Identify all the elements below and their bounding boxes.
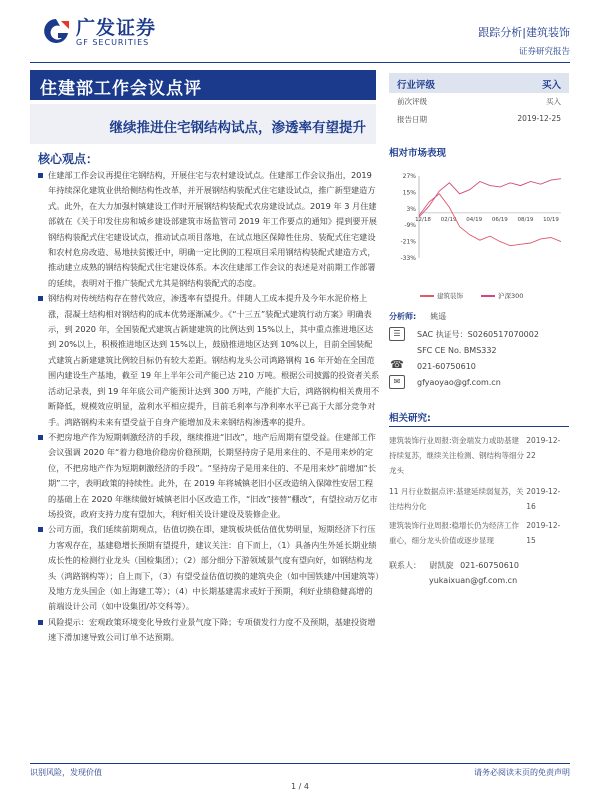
analyst-ce-row (389, 342, 569, 358)
y-tick-label: 3% (406, 205, 416, 213)
y-tick-label: -21% (400, 238, 416, 246)
paragraph-risks: 风险提示：宏观政策环境变化导致行业景气度下降；专项债发行力度不及预期，基建投资增速下滑加速导致公司订单不达预期。 (38, 615, 380, 646)
x-tick-label: 04/19 (466, 216, 483, 223)
chart-section-title: 相对市场表现 (389, 148, 447, 159)
page-number: 1 / 4 (291, 782, 309, 791)
y-tick-label: 15% (402, 189, 416, 197)
analyst-name-row (389, 308, 569, 324)
footer-divider (30, 763, 570, 764)
relative-performance-chart (395, 170, 565, 290)
x-tick-label: 10/19 (543, 216, 559, 223)
related-item-date: 2019-12-22 (526, 436, 561, 460)
series-line-1 (419, 179, 561, 217)
rating-row-label: 报告日期 (397, 115, 427, 124)
analyst-email[interactable]: gfyaoyao@gf.com.cn (417, 377, 501, 387)
contact-label: 联系人： (389, 561, 421, 570)
rating-row-value: 2019-12-25 (517, 114, 561, 123)
rating-label: 行业评级 (397, 80, 436, 91)
footer-disclaimer[interactable]: 请务必阅读末页的免责声明 (474, 768, 570, 777)
logo-en-text: GF SECURITIES (76, 37, 150, 47)
chart-legend (420, 291, 523, 300)
rating-row-value: 买入 (546, 97, 561, 106)
contact-email[interactable]: yukaixuan@gf.com.cn (429, 576, 518, 585)
y-tick-label: 27% (402, 173, 416, 180)
x-tick-label: 06/19 (491, 216, 508, 223)
footer-slogan: 识别风险，发现价值 (30, 768, 102, 777)
rating-row-date (389, 114, 569, 128)
mail-icon: ✉ (389, 375, 405, 389)
analyst-block (389, 308, 569, 390)
related-item-text[interactable]: 建筑装饰行业周报:资金端发力或助基建持续复苏，继续关注检测、钢结构等细分龙头 (389, 436, 524, 475)
report-type: 证券研究报告 (518, 47, 570, 57)
x-tick-label: 02/19 (440, 216, 457, 223)
contact-name: 尉凯旋 (429, 561, 454, 570)
related-title: 相关研究: (389, 410, 569, 427)
analyst-name: 姚遥 (430, 311, 447, 321)
analyst-label: 分析师: (389, 311, 417, 321)
related-item[interactable] (389, 433, 569, 478)
rating-value: 买入 (541, 80, 561, 91)
report-title: 住建部工作会议点评 (30, 70, 376, 100)
y-tick-label: -9% (404, 222, 416, 230)
logo-cn-text: 广发证券 (76, 16, 157, 39)
paragraph-property: 不把房地产作为短期刺激经济的手段，继续推进“旧改”，地产后周期有望受益。住建部工作会议强调 2020 年“着力稳地价稳房价稳预期，长期坚持房子是用来住的、不是用来炒的定位，不把房地产作为短期刺激经济的手段”。“坚持房子是用来住的、不是用来炒”前增加“长期”二字，表明政策的持续性。此外，在 2019 年将城镇老旧小区改造纳入保障性安居工程的基础上在 2020 年继续做好城镇老旧小区改造工作，“旧改”接替“棚改”，有望拉动万亿市场投资，政府支持力度有望加大，利好相关设计建设及装修企业。 (38, 430, 380, 522)
analyst-email-row (389, 374, 569, 390)
analyst-ce: SFC CE No. BMS332 (417, 345, 497, 355)
rating-header (389, 73, 569, 93)
contact-phone: 021-60750610 (460, 561, 519, 570)
report-subtitle: 继续推进住宅钢结构试点，渗透率有望提升 (30, 104, 376, 144)
contact-person (389, 560, 569, 571)
paragraph-policy: 住建部工作会议再提住宅钢结构，开展住宅与农村建设试点。住建部工作会议指出，2019 年持续深化建筑业供给侧结构性改革，并开展钢结构装配式住宅建设试点，推广新型建造方式。此外，在大力加强村镇建设工作时开展钢结构装配式农房建设试点。2019 年 3 月住建部就在《关于印发住房和城乡建设部建筑市场监管司 2019 年工作要点的通知》提到要开展钢结构装配式住宅建设试点，推动试点项目落地，在试点地区保障性住房、装配式住宅建设和农村危房改造、易地扶贫搬迁中，明确一定比例的工程项目采用钢结构装配式建造方式，推动建立成熟的钢结构装配式住宅建设体系。本次住建部工作会议的表述是对前期工作部署的延续，表明对于推广装配式尤其是钢结构装配式的态度。 (38, 168, 380, 291)
legend-label: 沪深300 (498, 292, 524, 300)
related-item[interactable] (389, 518, 569, 548)
analyst-license: SAC 执证号：S0260517070002 (417, 329, 539, 339)
header-right (478, 24, 570, 57)
related-item-text[interactable]: 建筑装饰行业周报:稳增长仍为经济工作重心，细分龙头价值或逐步显现 (389, 521, 520, 545)
rating-rows (389, 96, 569, 128)
legend-label: 建筑装饰 (437, 292, 463, 300)
legend-item-sector (420, 291, 463, 300)
chart-section (389, 145, 569, 161)
y-tick-label: -33% (400, 255, 416, 262)
rating-row-previous (389, 96, 569, 110)
related-item-text[interactable]: 11 月行业数据点评:基建延续弱复苏，关注结构分化 (389, 487, 524, 511)
rating-row-label: 前次评级 (397, 97, 427, 106)
header-divider (30, 62, 570, 63)
related-item[interactable] (389, 484, 569, 514)
x-tick-label: 08/19 (517, 216, 534, 223)
analyst-license-row (389, 326, 569, 342)
related-item-date: 2019-12-15 (526, 521, 561, 545)
legend-item-index (481, 291, 523, 300)
id-card-icon: ☰ (389, 327, 405, 341)
related-research (389, 410, 569, 585)
analyst-phone-row (389, 358, 569, 374)
phone-icon: ☎ (390, 358, 404, 371)
paragraph-steel: 钢结构对传统结构存在替代效应，渗透率有望提升。伴随人工成本提升及今年水泥价格上涨，混凝土结构相对钢结构的成本优势逐渐减少。《“十三五”装配式建筑行动方案》明确表示，到 2020 年，全国装配式建筑占新建建筑的比例达到 15%以上，其中重点推进地区达到 20%以上，积极推进地区达到 15%以上，鼓励推进地区达到 10%以上，目前全国装配式建筑占新建建筑比例较目标仍有较大差距。钢结构龙头公司鸿路钢构 16 年开始在全国范围内建设生产基地，截至 19 年上半年公司产能已达 210 万吨。根据公司披露的投资者关系活动记录表，到 19 年年底公司产能预计达到 300 万吨，产能扩大后，鸿路钢构相关费用不断降低，规模效应明显，盈利水平相应提升，目前毛利率与净利率水平已高于大部分竞争对手。鸿路钢构未来有望受益于自身产能增加及未来钢结构渗透率的提升。 (38, 291, 380, 430)
related-item-date: 2019-12-16 (526, 487, 561, 511)
analyst-phone: 021-60750610 (417, 361, 476, 371)
report-category: 跟踪分析|建筑装饰 (478, 26, 570, 39)
gf-logo-icon (42, 17, 70, 47)
company-logo (42, 12, 156, 52)
report-body (38, 168, 380, 646)
core-views-heading: 核心观点： (38, 152, 99, 166)
x-tick-label: 12/18 (415, 216, 431, 223)
paragraph-companies: 公司方面，我们延续前期观点，估值切换在即，建筑板块低估值优势明显，短期经济下行压力客观存在，基建稳增长预期有望提升，建议关注：自下而上，（1）具备内生外延长期业绩成长性的检测行业龙头（国检集团）；（2）部分细分下游领域景气度有望向好，如钢结构龙头（鸿路钢构等）；自上而下，（3）有望受益估值切换的建筑央企（如中国铁建/中国建筑等）及地方龙头国企（如上海建工等）；（4）中长期基建需求或好于预期，利好业绩稳健高增的前端设计公司（如中设集团/苏交科等）。 (38, 522, 380, 614)
